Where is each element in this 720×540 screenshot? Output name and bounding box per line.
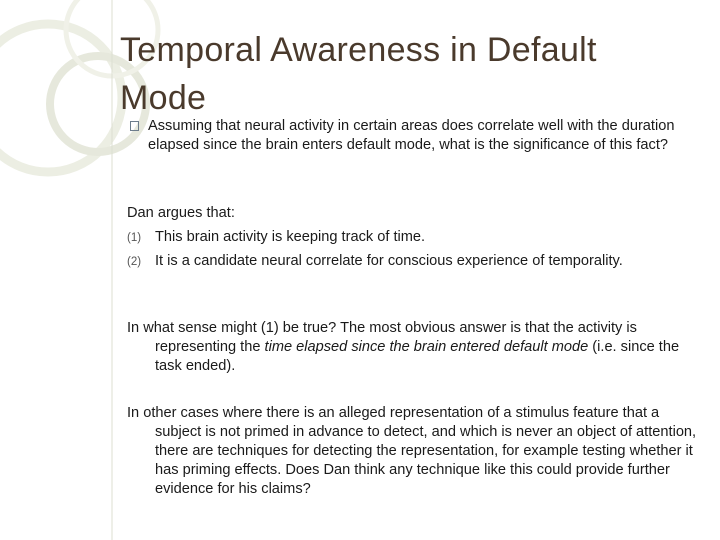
italic-phrase: time elapsed since the brain entered default mode [264,339,589,355]
numbered-item-text: It is a candidate neural correlate for conscious experience of temporality. [155,253,623,269]
arguments-block [127,204,697,271]
bullet-item [130,117,705,155]
numbered-item-1 [127,228,697,247]
paragraph-1 [127,319,697,376]
slide-title: Temporal Awareness in Default Mode [120,31,597,117]
number-label: (2) [127,256,142,268]
bullet-text: Assuming that neural activity in certain areas does correlate well with the duration elapsed since the brain enters default mode, what is the significance of this fact? [148,118,675,153]
numbered-item-text: This brain activity is keeping track of time. [155,229,426,245]
numbered-item-2 [127,252,697,271]
checkbox-bullet-icon [130,121,139,131]
paragraph-2 [127,404,697,499]
number-label: (1) [127,232,142,244]
paragraph-text-end: (i.e. since the task ended). [155,339,680,374]
paragraph-text: In what sense might (1) be true? The most obvious answer is that the activity is representing the [127,320,637,355]
paragraph-text: In other cases where there is an alleged representation of a stimulus feature that a subject is not primed in advance to detect, and which is never an object of attention, there are techniques for detecting the representation, for example testing whether it has priming effects. Does Dan think any technique like this could provide further evidence for his claims? [127,405,697,497]
argues-intro: Dan argues that: [127,205,235,221]
